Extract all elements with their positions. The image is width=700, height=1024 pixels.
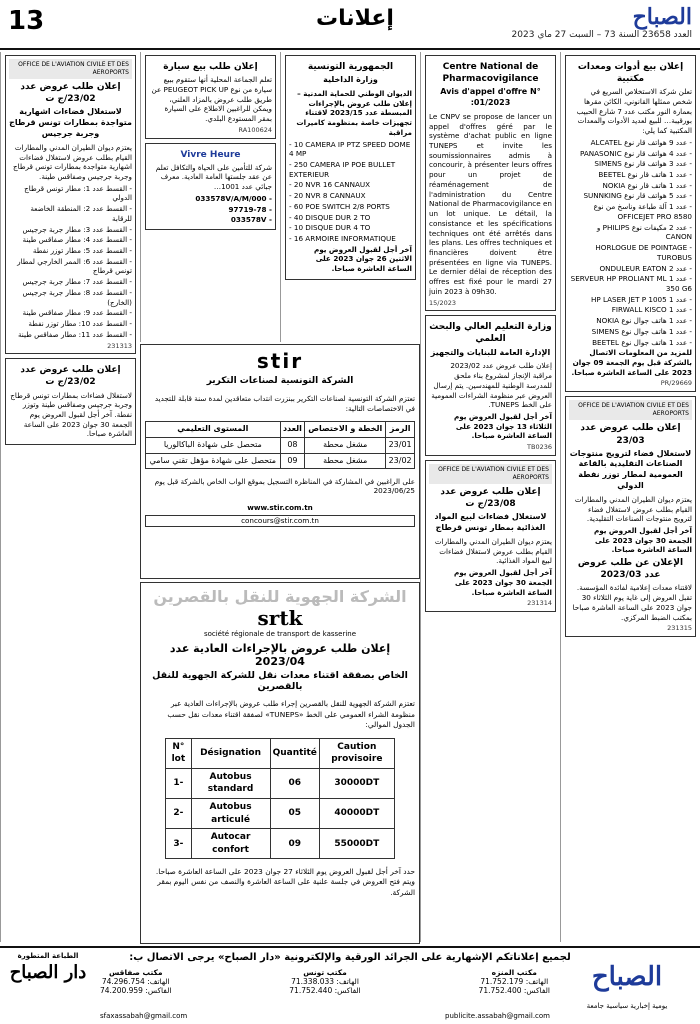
table-cell: Autobus standard <box>191 768 270 798</box>
oaca-center-title: إعلان طلب عروض عدد 23/08/ج ت <box>440 487 541 510</box>
footer-offices <box>100 968 550 995</box>
office-contact: مكتب صفاقس الهاتف: 74.296.754 الفاكس: 74.200.959 <box>100 968 172 995</box>
oaca-logo: OFFICE DE L'AVIATION CIVILE ET DES AEROPORTS <box>9 59 132 79</box>
list-item: - 60 POE SWITCH 2/8 PORTS <box>289 201 390 211</box>
oaca-logo: OFFICE DE L'AVIATION CIVILE ET DES AEROPORTS <box>429 464 552 484</box>
table-header: Désignation <box>191 738 270 768</box>
figure-item: - 97719-78 <box>228 204 272 214</box>
list-item: - القسط عدد 2: المنطقة الخاضعة للرقابة <box>30 204 132 223</box>
table-cell: 08 <box>280 437 305 453</box>
edu-title: وزارة التعليم العالي والبحث العلمي <box>429 322 552 345</box>
stir-website[interactable]: www.stir.com.tn <box>247 503 313 513</box>
cnp-subtitle: Avis d'appel d'offre N° :01/2023 <box>440 87 541 108</box>
list-item: - عدد 2 ONDULEUR EATON <box>599 263 692 273</box>
lower-title: الإعلان عن طلب عروض عدد 2023/03 <box>577 558 684 581</box>
table-row <box>166 799 395 829</box>
oaca-center-deadline: آخر أجل لقبول العروض يوم الجمعة 30 جوان 2023 على الساعة العاشرة صباحا. <box>453 568 552 597</box>
table-cell: 1- <box>166 768 191 798</box>
list-item: - القسط عدد 7: مطار جربة جرجيس <box>22 277 132 287</box>
column-leftmid <box>140 52 280 342</box>
srtk-table <box>165 738 395 860</box>
oaca-left-title: إعلان طلب عروض عدد 23/02/ج ت <box>20 82 121 105</box>
column-right <box>560 52 700 942</box>
table-header: الرمز <box>386 421 415 437</box>
list-item: - عدد 1 هاتف قار نوع NOKIA <box>602 180 692 190</box>
oaca-ref: 231315 <box>667 624 692 633</box>
list-item: - القسط عدد 8: مطار جربة جرجيس (الخارج) <box>22 287 132 307</box>
srtk-banner: الشركة الجهوية للنقل بالقصرين <box>153 587 407 606</box>
item-list <box>569 138 692 347</box>
table-header: الخطة و الاختصاص <box>305 421 386 437</box>
cnp-body: Le CNPV se propose de lancer un appel d'offres géré par le système d'achat public en ligne TUNEPS et invite les soumissionnaires admis à concourir, à présenter leurs offres pour un projet de réaménagement de l'administration du Centre National de Pharmacovigilance en un lot unique. Le détail, la consistance et les spécifications techniques ont été arrêtés dans les plans. Les offres techniques et financières doivent être présentées en ligne via TUNEPS. Le dernier délai de réception des offres est fixé pour le mardi 27 juin 2023 à 09h30. <box>429 111 552 296</box>
stir-logo: stir <box>256 349 304 373</box>
table-cell: متحصل على شهادة مؤهل تقني سامي <box>146 453 281 469</box>
srtk-logo: srtk société régionale de transport de kasserine <box>203 606 357 638</box>
stir-email[interactable]: concours@stir.com.tn <box>145 515 415 527</box>
oaca-title: إعلان طلب عروض عدد 23/03 <box>580 423 681 446</box>
edu-deadline: آخر أجل لقبول العروض يوم الثلاثاء 13 جوان 2023 على الساعة العاشرة صباحا. <box>453 411 552 441</box>
issue-line: العدد 23658 السنة 73 – السبت 27 ماي 2023 <box>511 30 692 40</box>
table-cell: Autocar confort <box>191 829 270 859</box>
oaca-deadline: آخر أجل لقبول العروض يوم الجمعة 30 جوان 2023 على الساعة العاشرة صباحا. <box>593 525 692 555</box>
car-title: إعلان طلب بيع سيارة <box>163 62 258 72</box>
table-cell: 23/01 <box>386 437 415 453</box>
ministry-deadline: آخر أجل لقبول العروض يوم الاثنين 26 جوان 2023 على الساعة العاشرة صباحا. <box>313 244 412 274</box>
ministry-body: الديوان الوطني للحماية المدنية – إعلان طلب عروض بالإجراءات المبسطة عدد 2023/15 لاقتناء تجهيزات خاصة بمنظومة كاميرات مراقبة <box>296 88 412 137</box>
list-item: - عدد 1 هاتف جوال نوع NOKIA <box>596 316 692 326</box>
list-item: - القسط عدد 10: مطار توزر نفطة <box>28 319 132 329</box>
list-item: - عدد 1 FIRWALL KISCO <box>611 305 692 315</box>
edu-subtitle: الإدارة العامة للبنايات والتجهيز <box>430 347 551 357</box>
list-item: - القسط عدد 9: مطار صفاقس طينة <box>22 308 132 318</box>
edu-body: إعلان طلب عروض عدد 2023/02 مراقبة الإنجاز لمشروع بناء ملحق للمدرسة الوطنية للمهندسين. يتم إرسال العروض عبر منظومة الشراءات العمومية على الخط TUNEPS. <box>431 361 552 410</box>
table-cell: 55000DT <box>319 829 394 859</box>
footer-email[interactable]: publicite.assabah@gmail.com <box>445 1012 550 1020</box>
list-item: - HORLOGUE DE POINTAGE TUROBUS <box>595 243 692 262</box>
footer-brand: الصباح <box>591 962 663 992</box>
list-item: - 20 NVR 16 CANNAUX <box>289 180 371 190</box>
page-number: 13 <box>8 6 45 36</box>
car-body: تعلم الجماعة المحلية أنها ستقوم ببيع سيارة من نوع PEUGEOT PICK UP عن طريق طلب عروض بالمزاد العلني، ويمكن للراغبين الاطلاع على السيارة بمقر المستودع البلدي. <box>151 75 272 124</box>
figure-item: - 033578V <box>230 215 272 225</box>
list-item: - القسط عدد 11: مطار صفاقس طينة <box>17 329 132 339</box>
table-cell: 09 <box>280 453 305 469</box>
oaca-subtitle: لاستغلال فضاء لترويج منتوجات الصناعات التقليدية بالقاعة العمومية لمطار توزر نفطة الدولي <box>569 448 692 491</box>
section-title: إعلانات <box>316 6 394 31</box>
oaca-left-lower-title: إعلان طلب عروض عدد 23/02/ج ت <box>20 365 121 388</box>
oaca-left-subtitle: لاستغلال فضاءات اشهارية متواجدة بمطارات تونس قرطاج وجربة جرجيس <box>9 107 132 139</box>
table-header: N° lot <box>166 738 191 768</box>
list-item: - عدد 4 هواتف قار نوع PANASONIC <box>579 148 692 158</box>
list-item: - 10 CAMERA IP PTZ SPEED DOME 4 MP <box>289 139 411 159</box>
footer-brand-sub: يومية إخبارية سياسية جامعة <box>586 1002 668 1010</box>
list-item: - القسط عدد 6: الممر الخارجي لمطار تونس قرطاج <box>17 256 132 276</box>
list-item: - 20 NVR 8 CANNAUX <box>289 191 366 201</box>
table-cell: متحصل على شهادة الباكالوريا <box>146 437 281 453</box>
srtk-title: إعلان طلب عروض بالإجراءات العادية عدد 2023/04 <box>169 641 391 668</box>
table-row <box>146 453 415 469</box>
ministry-title: الجمهورية التونسية <box>307 62 394 72</box>
ad-ref: PR/29669 <box>660 379 692 388</box>
edu-ref: TB0236 <box>527 443 552 452</box>
list-item: - عدد 5 هواتف قار نوع SUNNKING <box>583 191 692 201</box>
office-contact: مكتب تونس الهاتف: 71.338.033 الفاكس: 71.752.440 <box>289 968 361 995</box>
vivre-figures <box>149 194 272 225</box>
footer-headline: لجميع إعلاناتكم الإشهارية على الجرائد الورقية والإلكترونية «دار الصباح» يرجى الاتصال ب: <box>129 952 571 963</box>
list-item: - عدد 1 هاتف جوال نوع BEETEL <box>592 337 692 347</box>
table-cell: 3- <box>166 829 191 859</box>
srtk-body: تعتزم الشركة الجهوية للنقل بالقصرين إجراء طلب عروض بالإجراءات العادية عبر منظومة الشراء العمومي على الخط «TUNEPS» لصفقة اقتناء معدات نقل حسب الجدول الموالي: <box>167 699 415 729</box>
car-ref: RA100624 <box>238 125 272 134</box>
table-cell: مشغل محطة <box>305 437 386 453</box>
ad-body: تعلن شركة الاستخلاص السريع في شخص ممثلها القانوني، الكائن مقرها بعمارة النور مكتب عدد 7 شارع الحبيب بورقيبة… للبيع لعديد الأدوات والمعدات المكتبية كما يلي: <box>576 87 692 136</box>
table-cell: مشغل محطة <box>305 453 386 469</box>
table-cell: 30000DT <box>319 768 394 798</box>
column-left <box>0 52 140 942</box>
stir-ad <box>140 344 420 579</box>
vivre-body: شركة للتأمين على الحياة والتكافل تعلم عن عقد جلستها العامة العادية. معرف جبائي عدد 1001… <box>155 162 272 192</box>
list-item: - القسط عدد 5: مطار توزر نفطة <box>32 246 132 256</box>
equipment-list <box>289 140 412 244</box>
list-item: - عدد 9 هواتف قار نوع ALCATEL <box>590 137 692 147</box>
list-item: - عدد 1 SERVEUR HP PROLIANT ML 350 G6 <box>570 274 692 293</box>
table-cell: 2- <box>166 799 191 829</box>
list-item: - عدد 1 هاتف قار نوع BEETEL <box>598 170 692 180</box>
oaca-left-lower-body: لاستغلال فضاءات بمطارات تونس قرطاج وجربة جرجيس وصفاقس طينة وتوزر نفطة. آخر أجل لقبول العروض يوم الجمعة 30 جوان 2023 على الساعة العاشرة صباحا. <box>10 390 132 439</box>
footer-left-sub: الطباعة المتطورة <box>17 952 79 960</box>
oaca-center-body: يعتزم ديوان الطيران المدني والمطارات القيام بطلب عروض لاستغلال فضاءات لبيع المواد الغذائية. <box>434 536 552 566</box>
column-cnp <box>420 52 560 942</box>
cnp-ref: 15/2023 <box>429 298 457 307</box>
ministry-subtitle: وزارة الداخلية <box>323 75 378 85</box>
newspaper-logo: الصباح <box>632 4 692 30</box>
table-cell: 09 <box>270 829 319 859</box>
list-item: - 250 CAMERA IP POE BULLET EXTERIEUR <box>289 159 396 179</box>
stir-table <box>145 421 415 469</box>
footer-left-brand: دار الصباح <box>9 962 87 983</box>
stir-note: على الراغبين في المشاركة في المناظرة التسجيل بموقع الواب الخاص بالشركة قبل يوم 2023/06/25 <box>154 476 415 496</box>
page-header <box>0 0 700 50</box>
table-cell: 06 <box>270 768 319 798</box>
table-row <box>166 768 395 798</box>
table-row <box>166 829 395 859</box>
table-row <box>146 437 415 453</box>
table-cell: Autobus articulé <box>191 799 270 829</box>
list-item: - 10 DISQUE DUR 4 TO <box>289 223 371 233</box>
ad-title: إعلان بيع أدوات ومعدات مكتبية <box>577 62 684 85</box>
lower-body: لاقتناء معدات إعلامية لفائدة المؤسسة. تقبل العروض إلى غاية يوم الثلاثاء 30 جوان 2023 على الساعة العاشرة صباحا بمكتب الضبط المركزي. <box>572 583 692 622</box>
table-header: Quantité <box>270 738 319 768</box>
stir-body: تعتزم الشركة التونسية لصناعات التكرير ببنزرت انتداب متعاقدين لمدة سنة قابلة للتجديد في الاختصاصات التالية: <box>154 394 415 414</box>
cnp-title: Centre National de Pharmacovigilance <box>442 62 539 85</box>
srtk-ad <box>140 582 420 944</box>
list-item: - 40 DISQUE DUR 2 TO <box>289 212 371 222</box>
table-header: Caution provisoire <box>319 738 394 768</box>
oaca-center-ref: 231314 <box>527 599 552 608</box>
list-item: - القسط عدد 4: مطار صفاقس طينة <box>22 235 132 245</box>
table-cell: 05 <box>270 799 319 829</box>
oaca-logo: OFFICE DE L'AVIATION CIVILE ET DES AEROPORTS <box>569 400 692 420</box>
oaca-center-subtitle: لاستغلال فضاءات لبيع المواد الغذائية بمطار تونس قرطاج <box>434 512 547 533</box>
oaca-left-body: يعتزم ديوان الطيران المدني والمطارات القيام بطلب عروض لاستغلال فضاءات اشهارية متواجدة بمطارات تونس قرطاج وجربة جرجيس وصفاقس طينة. <box>12 142 132 182</box>
list-item: - 16 ARMOIRE INFORMATIQUE <box>289 234 396 243</box>
figure-item: - 033578V/A/M/000 <box>195 193 272 203</box>
list-item: - عدد 3 هواتف قار نوع SIMENS <box>594 159 692 169</box>
footer <box>0 946 700 1024</box>
vivre-logo: Vivre Heure <box>180 149 241 160</box>
stir-title: الشركة التونسية لصناعات التكرير <box>206 376 354 386</box>
list-item: - القسط عدد 1: مطار تونس قرطاج الدولي <box>24 183 132 203</box>
footer-left-email[interactable]: sfaxassabah@gmail.com <box>100 1012 188 1020</box>
list-item: - عدد 2 مكيفات نوع PHILIPS و CANON <box>596 222 692 242</box>
office-contact: مكتب المنزه الهاتف: 71.752.179 الفاكس: 71.752.400 <box>478 968 550 995</box>
table-header: العدد <box>280 421 305 437</box>
srtk-subtitle: الخاص بصفقة اقتناء معدات نقل للشركة الجهوية للنقل بالقصرين <box>152 669 408 692</box>
lot-list <box>9 184 132 340</box>
list-item: - عدد 1 HP LASER JET P 1005 <box>590 294 692 304</box>
oaca-body: يعتزم ديوان الطيران المدني والمطارات القيام بطلب عروض لاستغلال فضاء لترويج منتوجات الصناعات التقليدية. <box>574 494 692 524</box>
column-ministry <box>280 52 420 342</box>
table-header: المستوى التعليمي <box>146 421 281 437</box>
list-item: - القسط عدد 3: مطار جربة جرجيس <box>22 224 132 234</box>
oaca-left-ref: 231313 <box>107 341 132 350</box>
table-cell: 40000DT <box>319 799 394 829</box>
table-cell: 23/02 <box>386 453 415 469</box>
list-item: - عدد 1 آلة طباعة وناسخ من نوع OFFICEJET PRO 8580 <box>593 202 692 221</box>
ad-closing: للمزيد من المعلومات الاتصال بالشركة قبل يوم الجمعة 09 جوان 2023 على الساعة العاشرة صباحا. <box>571 348 692 377</box>
list-item: - عدد 1 هاتف جوال نوع SIMENS <box>591 326 692 336</box>
srtk-closing: حدد آخر أجل لقبول العروض يوم الثلاثاء 27 جوان 2023 على الساعة العاشرة صباحا. ويتم فتح العروض في جلسة علنية على الساعة العاشرة والنصف من نفس اليوم بمقر الشركة. <box>155 866 415 897</box>
